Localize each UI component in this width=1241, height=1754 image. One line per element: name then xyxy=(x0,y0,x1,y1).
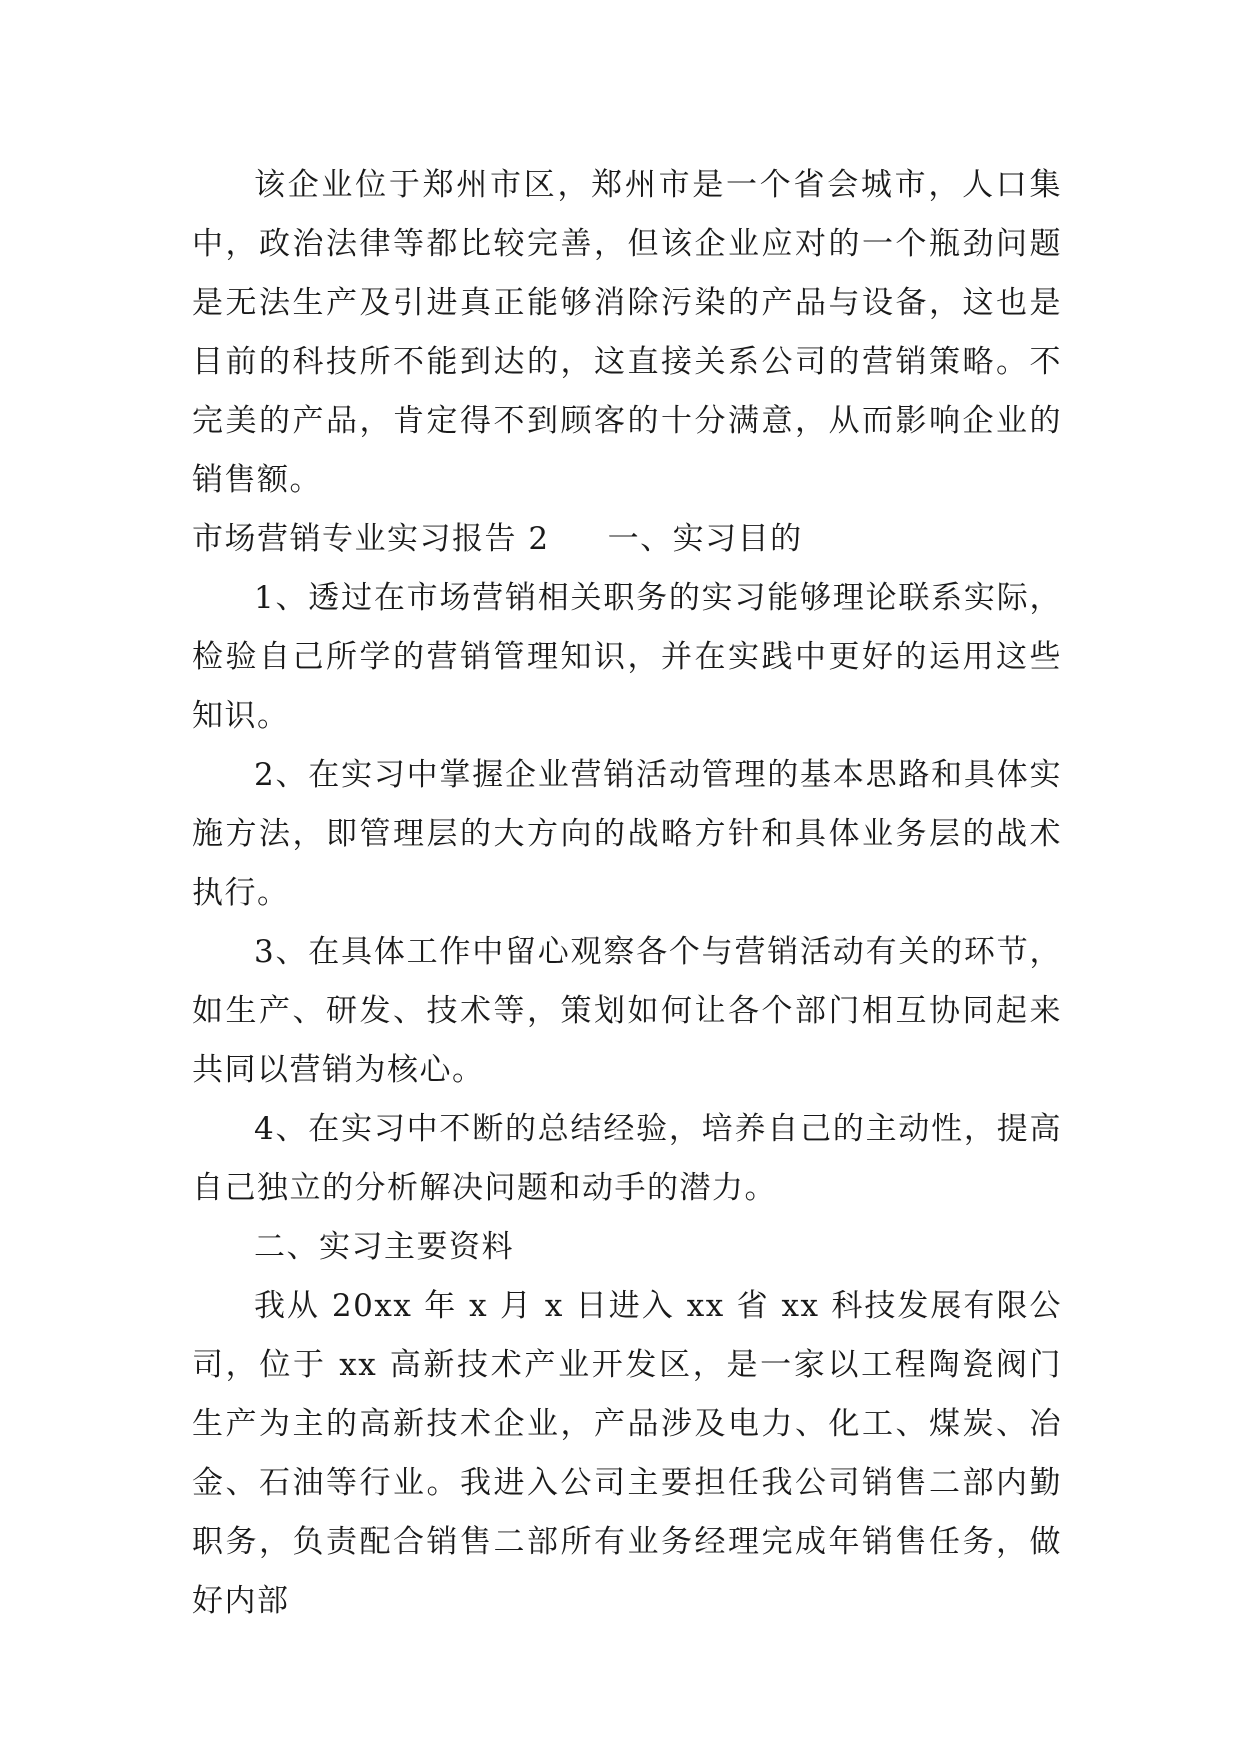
document-body xyxy=(192,156,1062,1631)
objective-item-2: 2、在实习中掌握企业营销活动管理的基本思路和具体实施方法，即管理层的大方向的战略方针和具体业务层的战术执行。 xyxy=(192,757,1062,911)
objective-item-3: 3、在具体工作中留心观察各个与营销活动有关的环节，如生产、研发、技术等，策划如何让各个部门相互协同起来共同以营销为核心。 xyxy=(192,934,1062,1088)
report-title: 市场营销专业实习报告 2 xyxy=(192,521,550,557)
intro-paragraph: 该企业位于郑州市区，郑州市是一个省会城市，人口集中，政治法律等都比较完善，但该企业应对的一个瓶劲问题是无法生产及引进真正能够消除污染的产品与设备，这也是目前的科技所不能到达的，这直接关系公司的营销策略。不完美的产品，肯定得不到顾客的十分满意，从而影响企业的销售额。 xyxy=(192,167,1062,498)
report-title-line xyxy=(192,510,1062,569)
objective-item-1: 1、透过在市场营销相关职务的实习能够理论联系实际，检验自己所学的营销管理知识，并在实践中更好的运用这些知识。 xyxy=(192,580,1062,734)
objective-item-4: 4、在实习中不断的总结经验，培养自己的主动性，提高自己独立的分析解决问题和动手的潜力。 xyxy=(192,1111,1062,1206)
section-heading-main-content: 二、实习主要资料 xyxy=(254,1229,514,1265)
main-content-paragraph: 我从 20xx 年 x 月 x 日进入 xx 省 xx 科技发展有限公司，位于 xx 高新技术产业开发区，是一家以工程陶瓷阀门生产为主的高新技术企业，产品涉及电力、化工、煤炭、冶金、石油等行业。我进入公司主要担任我公司销售二部内勤职务，负责配合销售二部所有业务经理完成年销售任务，做好内部 xyxy=(192,1288,1062,1619)
section-heading-objectives: 一、实习目的 xyxy=(607,521,803,557)
